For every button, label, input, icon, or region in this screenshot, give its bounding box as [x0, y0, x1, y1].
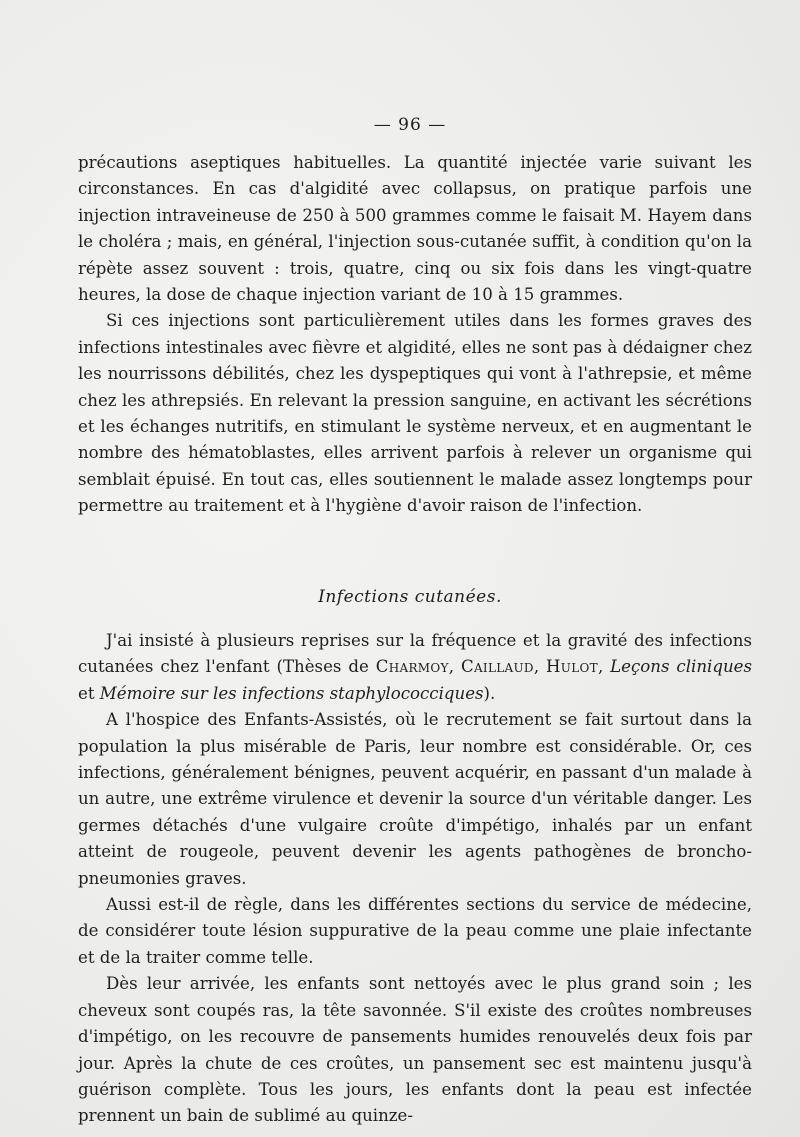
- author-name: Caillaud: [460, 657, 534, 677]
- paragraph: Aussi est-il de règle, dans les différentes sections du service de médecine, de considérer toute lésion suppurative de la peau comme une plaie infectante et de la traiter comme telle.: [78, 895, 752, 967]
- author-name: Hulot: [546, 657, 598, 677]
- work-title: Mémoire sur les infections staphylococciques: [99, 683, 484, 703]
- citation-paragraph: J'ai insisté à plusieurs reprises sur la fréquence et la gravité des infections cutanées chez l'enfant (Thèses de Charmoy, Caillaud, Hulot, Leçons cliniques et Mémoire sur les infections staphylococciques).: [78, 631, 752, 703]
- work-title: Leçons cliniques: [610, 657, 752, 677]
- page-number: — 96 —: [373, 115, 447, 135]
- text-block-top: [78, 150, 752, 520]
- section-heading: Infections cutanées.: [318, 587, 502, 607]
- paragraph: Dès leur arrivée, les enfants sont nettoyés avec le plus grand soin ; les cheveux sont coupés ras, la tête savonnée. S'il existe des croûtes nombreuses d'impétigo, on les recouvre de pansements humides renouvelés deux fois par jour. Après la chute de ces croûtes, un pansement sec est maintenu jusqu'à guérison complète. Tous les jours, les enfants dont la peau est infectée prennent un bain de sublimé au quinze-: [78, 974, 752, 1126]
- author-name: Charmoy: [375, 657, 449, 677]
- paragraph: précautions aseptiques habituelles. La quantité injectée varie suivant les circonstances. En cas d'algidité avec collapsus, on pratique parfois une injection intraveineuse de 250 à 500 grammes comme le faisait M. Hayem dans le choléra ; mais, en général, l'injection sous-cutanée suffit, à condition qu'on la répète assez souvent : trois, quatre, cinq ou six fois dans les vingt-quatre heures, la dose de chaque injection variant de 10 à 15 grammes.: [78, 153, 752, 305]
- text-block-bottom: [78, 628, 752, 1130]
- citation-intro: J'ai insisté à plusieurs reprises sur la fréquence et la gravité des infections cutanées chez l'enfant (Thèses de: [78, 631, 752, 677]
- paragraph: A l'hospice des Enfants-Assistés, où le recrutement se fait surtout dans la population la plus misérable de Paris, leur nombre est considérable. Or, ces infections, généralement bénignes, peuvent acquérir, en passant d'un malade à un autre, une extrême virulence et devenir la source d'un véritable danger. Les germes détachés d'une vulgaire croûte d'impétigo, inhalés par un enfant atteint de rougeole, peuvent devenir les agents pathogènes de broncho-pneumonies graves.: [78, 710, 752, 888]
- paragraph: Si ces injections sont particulièrement utiles dans les formes graves des infections intestinales avec fièvre et algidité, elles ne sont pas à dédaigner chez les nourrissons débilités, chez les dyspeptiques qui vont à l'athrepsie, et même chez les athrepsiés. En relevant la pression sanguine, en activant les sécrétions et les échanges nutritifs, en stimulant le système nerveux, et en augmentant le nombre des hématoblastes, elles arrivent parfois à relever un organisme qui semblait épuisé. En tout cas, elles soutiennent le malade assez longtemps pour permettre au traitement et à l'hygiène d'avoir raison de l'infection.: [78, 311, 752, 516]
